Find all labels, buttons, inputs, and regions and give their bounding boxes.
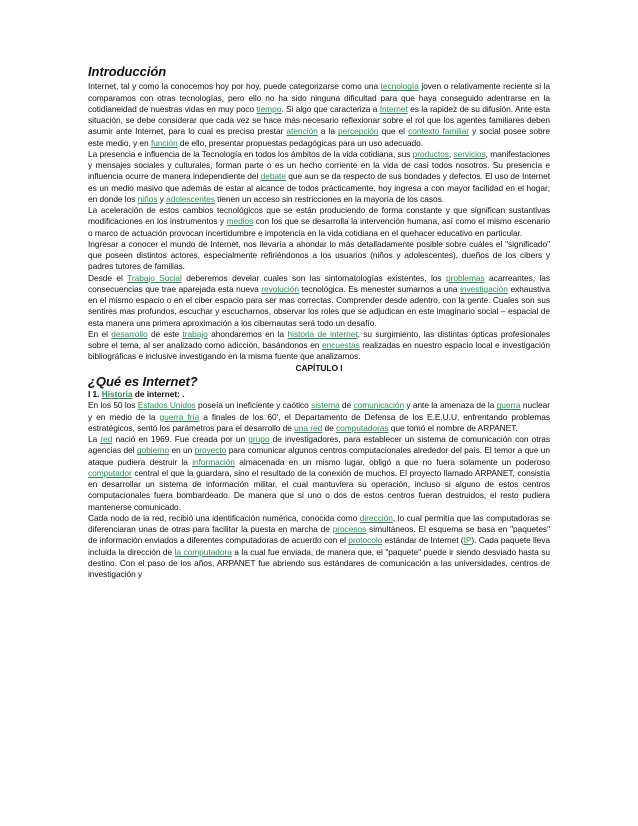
link-tecnologia[interactable]: tecnología bbox=[380, 81, 419, 92]
text: realizadas en nuestro espacio local e investigación bibliográficas e inclusive investigando en la misma fuente que analizamos. bbox=[88, 340, 550, 362]
section-title: ¿Qué es Internet? bbox=[88, 373, 198, 389]
text: y bbox=[157, 193, 167, 204]
text: de bbox=[322, 422, 337, 433]
paragraph-history-3 bbox=[88, 513, 550, 581]
link-servicios[interactable]: servicios bbox=[453, 148, 486, 159]
paragraph-intro-3 bbox=[88, 205, 550, 239]
text: , lo cual permitía que las computadoras se diferenciaran unas de otras para facilitar la puesta en marcha de bbox=[88, 512, 550, 534]
paragraph-history-1 bbox=[88, 400, 550, 434]
text: deberemos develar cuales son las sintomatologías existentes, los bbox=[181, 272, 446, 283]
paragraph-intro-6 bbox=[88, 329, 550, 363]
paragraph-intro-1 bbox=[88, 81, 550, 149]
link-internet[interactable]: Internet bbox=[379, 103, 408, 114]
text: de investigadores, para establecer un sistema de comunicación con otras agencias del bbox=[88, 434, 550, 456]
text: . Si algo que caracteriza a bbox=[281, 103, 380, 114]
text: estándar de Internet ( bbox=[382, 535, 464, 546]
text: para comunicar algunos centros computacionales alrededor del país. El temor a que un ataque pudiera destruir la bbox=[88, 445, 550, 467]
text: tecnológica. Es menester sumarnos a una bbox=[298, 283, 461, 294]
text: La presencia e influencia de la Tecnología en todos los ámbitos de la vida cotidiana, sus bbox=[88, 148, 413, 159]
link-sistema[interactable]: sistema bbox=[311, 400, 340, 411]
text: , manifestaciones y mensajes sociales y culturales, forman parte o es un hecho corriente en la vida de casi todos nosotros. Su presencia e influencia ocurre de manera independiente del bbox=[88, 148, 550, 182]
link-comunicacion[interactable]: comunicación bbox=[353, 400, 405, 411]
link-tiempo[interactable]: tiempo bbox=[256, 103, 282, 114]
text: La bbox=[88, 434, 101, 444]
link-protocolo[interactable]: protocolo bbox=[348, 535, 383, 546]
text: En el bbox=[88, 328, 112, 339]
link-ip[interactable]: IP bbox=[463, 535, 472, 546]
link-procesos[interactable]: procesos bbox=[332, 524, 367, 534]
link-grupo[interactable]: grupo bbox=[248, 434, 270, 444]
text: es la rapidez de su difusión. Ante esta situación, se debe considerar que cada vez se hace más necesario reflexionar sobre el rol que los agentes familiares deben asumir ante Internet, para lo cual es preciso prestar bbox=[88, 103, 550, 137]
text: y social posee sobre este medio, y en bbox=[88, 126, 550, 148]
link-computador[interactable]: computador bbox=[88, 467, 132, 478]
text: a la bbox=[317, 126, 339, 137]
text: nuclear y en medio de la bbox=[88, 400, 550, 422]
text: nació en 1969. Fue creada por un bbox=[112, 434, 249, 444]
text: I 1. bbox=[88, 389, 102, 399]
text: Desde el bbox=[88, 272, 128, 283]
paragraph-intro-2 bbox=[88, 149, 550, 205]
text: exhaustiva en el mismo espacio o en el ciber espacio para ser mas correctas. Comprender desde adentro, con la gente. Cuales son sus sentires mas profundos, escuchar y escucharnos, observar los roles que se adjudican en este imaginario social – espacial de esta manera una primera aproximación a los cibernautas será todo un desafío. bbox=[88, 283, 550, 328]
text: y ante la amenaza de la bbox=[404, 400, 497, 411]
link-ninos[interactable]: niños bbox=[137, 193, 158, 204]
link-investigacion[interactable]: investigación bbox=[460, 283, 508, 294]
text: , su surgimiento, las distintas ópticas profesionales sobre el tema, al ser analizado como adicción, basándonos en bbox=[88, 328, 550, 350]
paragraph-intro-4: Ingresar a conocer el mundo de Internet, nos llevaría a ahondar lo más detalladamente posible sobre cuáles el "significado" que poseen distintos actores, especialmente refiriéndonos a los usuarios (niños y adolescentes), dueños de los cibers y padres tutores de familias. bbox=[88, 238, 550, 272]
link-guerra-fria[interactable]: guerra fría bbox=[159, 411, 200, 422]
text: poseía un ineficiente y caótico bbox=[195, 400, 312, 411]
text: de internet: . bbox=[132, 389, 185, 399]
link-medios[interactable]: medios bbox=[226, 216, 254, 227]
link-informacion[interactable]: información bbox=[192, 456, 235, 467]
text: Cada nodo de la red, recibió una identificación numérica, conocida como bbox=[88, 512, 360, 523]
text: tienen un acceso sin restricciones en la mayoría de los casos. bbox=[214, 193, 445, 204]
link-trabajo[interactable]: trabajo bbox=[182, 328, 208, 339]
text: de ello, presentar propuestas pedagógicas para un uso adecuado. bbox=[177, 137, 424, 148]
text: joven o relativamente reciente si la comparamos con otras tecnologías, pero ello no ha sido ninguna dificultad para que haya conseguido adentrarse en la cotidianeidad de nuestras vidas en muy poco bbox=[88, 81, 550, 114]
link-estados-unidos[interactable]: Estados Unidos bbox=[137, 400, 196, 411]
link-la-computadora[interactable]: la computadora bbox=[174, 546, 232, 557]
text: que aun se da respecto de sus bondades y defectos. El uso de Internet es un medio masivo que además de estar al alcance de todos prácticamente, hoy ingresa a con mayor facilidad en el hogar; en donde los bbox=[88, 171, 550, 204]
intro-title: Introducción bbox=[88, 64, 167, 79]
text: a la cual fue enviada, de manera que, el "paquete" puede ir siendo desviado hasta su destino. Con el paso de los años, ARPANET fue abriendo sus estándares de comunicación a las universidades, centros de investigación y bbox=[88, 546, 550, 579]
text: que tomó el nombre de ARPANET. bbox=[388, 422, 518, 433]
link-percepcion[interactable]: percepción bbox=[338, 126, 379, 137]
text: simultáneos. El esquema se basa en "paquetes" de información enviados a diferentes computadoras de acuerdo con el bbox=[88, 524, 550, 546]
document-page bbox=[88, 66, 550, 580]
text: a finales de los 60', el Departamento de Defensa de los E.E.U.U, enfrentando problemas estratégicos, sentó los parámetros para el desarrollo de bbox=[88, 411, 550, 433]
link-trabajo-social[interactable]: Trabajo Social bbox=[127, 272, 182, 283]
link-gobierno[interactable]: gobierno bbox=[136, 445, 170, 456]
chapter-heading: CAPÍTULO I bbox=[295, 362, 343, 373]
text: de bbox=[339, 400, 354, 411]
link-una-red[interactable]: una red bbox=[294, 422, 323, 433]
link-funcion[interactable]: función bbox=[150, 137, 178, 148]
subsection-heading bbox=[88, 389, 550, 400]
link-productos[interactable]: productos bbox=[412, 148, 449, 159]
text: almacenada en un mismo lugar, obligó a que no fuera solamente un poderoso bbox=[234, 456, 550, 467]
text: La aceleración de estos cambios tecnológicos que se están produciendo de forma constante y que significan sustantivas modificaciones en los instrumentos y bbox=[88, 205, 550, 227]
link-adolescentes[interactable]: adolescentes bbox=[166, 193, 215, 204]
link-red[interactable]: red bbox=[100, 434, 113, 444]
link-guerra[interactable]: guerra bbox=[496, 400, 521, 411]
text: ahondaremos en la bbox=[207, 328, 288, 339]
paragraph-history-2 bbox=[88, 434, 550, 513]
link-encuestas[interactable]: encuestas bbox=[321, 340, 360, 350]
link-atencion[interactable]: atención bbox=[286, 126, 318, 137]
link-direccion[interactable]: dirección bbox=[359, 512, 393, 523]
link-contexto-familiar[interactable]: contexto familiar bbox=[408, 126, 470, 137]
text: En los 50 los bbox=[88, 400, 138, 411]
text: Internet, tal y como la conocemos hoy por hoy, puede categorizarse como una bbox=[88, 81, 381, 92]
text: , bbox=[448, 148, 454, 159]
link-historia[interactable]: Historia bbox=[101, 389, 133, 399]
text: central el que la guardara, sino el resultado de la conexión de muchos. El proyecto llamado ARPANET, consistía en desarrollar un sistema de información militar, el cual mantuviera su operación, incluso si alguno de estos centros computacionales fuera bombardeado. De manera que si uno o dos de estos centros fueran destruidos, el resto pudiera mantenerse comunicado. bbox=[88, 467, 550, 512]
text: de este bbox=[147, 328, 183, 339]
text: en un bbox=[169, 445, 195, 456]
text: ). Cada paquete lleva incluida la dirección de bbox=[88, 535, 550, 557]
text: con los que se desarrolla la intervención humana, así como el mismo escenario o marco de actuación provocan incertidumbre e impotencia en la vida cotidiana en el quehacer educativo en particular. bbox=[88, 216, 550, 238]
link-proyecto[interactable]: proyecto bbox=[194, 445, 227, 456]
text: que el bbox=[378, 126, 409, 137]
link-debate[interactable]: debate bbox=[260, 171, 286, 182]
link-problemas[interactable]: problemas bbox=[445, 272, 485, 283]
link-desarrollo[interactable]: desarrollo bbox=[111, 328, 148, 339]
text: acarreantes, las consecuencias que trae aparejada esta nueva bbox=[88, 272, 551, 294]
paragraph-intro-5 bbox=[88, 273, 550, 329]
link-revolucion[interactable]: revolución bbox=[261, 283, 299, 294]
link-historia-de-internet[interactable]: historia de internet bbox=[287, 328, 358, 339]
link-computadoras[interactable]: computadoras bbox=[336, 422, 389, 433]
